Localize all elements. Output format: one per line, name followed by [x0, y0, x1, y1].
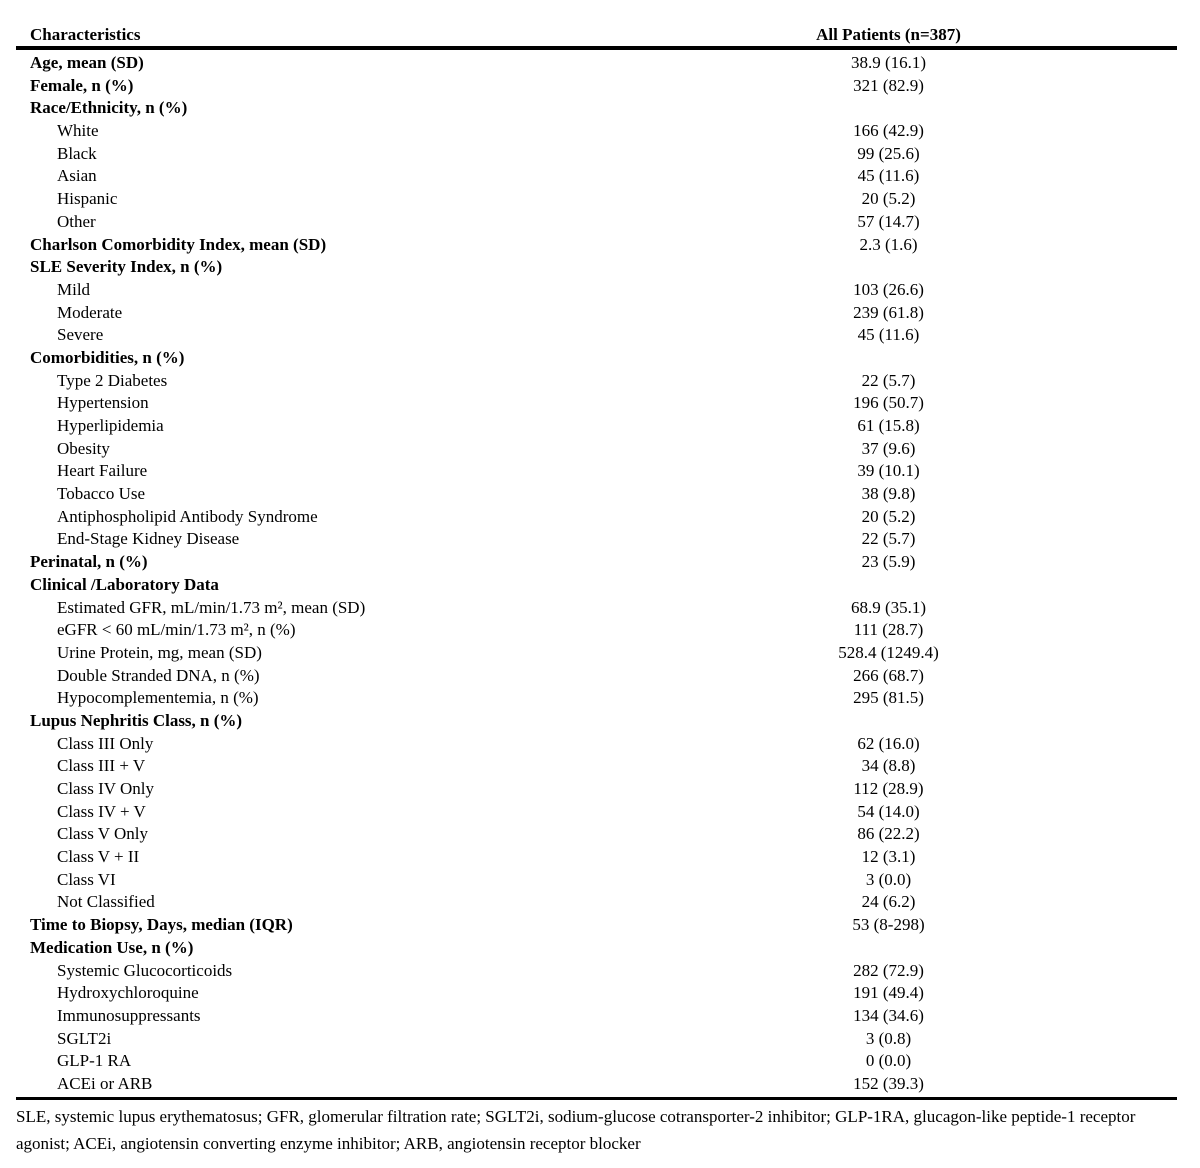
- row-value: 266 (68.7): [853, 665, 924, 685]
- table-row: [16, 324, 1177, 347]
- table-row: [16, 302, 1177, 325]
- table-row: [16, 211, 1177, 234]
- table-row: [16, 506, 1177, 529]
- row-value: 321 (82.9): [853, 75, 924, 95]
- row-value: 61 (15.8): [857, 416, 920, 435]
- row-value: 166 (42.9): [853, 121, 924, 141]
- row-label: Systemic Glucocorticoids: [57, 960, 233, 980]
- table-row: [16, 234, 1177, 257]
- table-row: [16, 460, 1177, 483]
- table-row: [16, 528, 1177, 551]
- row-label: Not Classified: [57, 892, 155, 912]
- row-label: Class IV + V: [57, 801, 146, 821]
- row-label: Hydroxychloroquine: [57, 983, 199, 1003]
- row-value: 295 (81.5): [853, 688, 924, 708]
- row-label: Severe: [57, 325, 104, 345]
- row-label: eGFR < 60 mL/min/1.73 m², n (%): [57, 620, 296, 640]
- row-label: Estimated GFR, mL/min/1.73 m², mean (SD): [57, 597, 366, 617]
- row-value: 57 (14.7): [857, 211, 920, 231]
- table-row: [16, 823, 1177, 846]
- row-label: Mild: [57, 279, 91, 299]
- row-value: 20 (5.2): [861, 189, 916, 209]
- table-row: [16, 438, 1177, 461]
- table-header-row: [16, 0, 1177, 50]
- table-row: [16, 415, 1177, 438]
- row-label: Class V + II: [57, 847, 140, 867]
- table-row: [16, 733, 1177, 756]
- table-row: [16, 937, 1177, 960]
- row-value: [600, 97, 1177, 120]
- row-value: 196 (50.7): [853, 393, 924, 413]
- table-row: [16, 551, 1177, 574]
- row-label: Hypocomplementemia, n (%): [57, 688, 259, 708]
- row-value: 53 (8-298): [852, 915, 925, 935]
- row-value: 3 (0.8): [865, 1028, 912, 1048]
- table-row: [16, 392, 1177, 415]
- row-value: 38 (9.8): [861, 484, 916, 504]
- row-label: Medication Use, n (%): [30, 937, 194, 957]
- row-label: Urine Protein, mg, mean (SD): [57, 642, 262, 662]
- column-header-all-patients: All Patients (n=387): [816, 25, 961, 44]
- table-row: [16, 619, 1177, 642]
- row-value: 86 (22.2): [857, 824, 920, 844]
- table-row: [16, 778, 1177, 801]
- table-row: [16, 755, 1177, 778]
- row-label: Class III Only: [57, 733, 154, 753]
- table-row: [16, 846, 1177, 869]
- table-row: [16, 665, 1177, 688]
- row-label: Antiphospholipid Antibody Syndrome: [57, 506, 318, 526]
- row-label: Race/Ethnicity, n (%): [30, 98, 188, 118]
- table-row: [16, 642, 1177, 665]
- table-row: [16, 279, 1177, 302]
- table-row: [16, 597, 1177, 620]
- row-value: 22 (5.7): [861, 529, 916, 549]
- row-label: Class V Only: [57, 824, 149, 844]
- row-value: 38.9 (16.1): [850, 53, 927, 72]
- row-value: 134 (34.6): [853, 1005, 924, 1025]
- row-label: Hypertension: [57, 393, 149, 413]
- row-label: SGLT2i: [57, 1028, 112, 1048]
- row-value: 37 (9.6): [861, 438, 916, 458]
- row-label: Other: [57, 211, 96, 231]
- table-row: [16, 75, 1177, 98]
- row-value: 34 (8.8): [861, 756, 916, 776]
- row-value: 20 (5.2): [861, 506, 916, 526]
- row-label: Clinical /Laboratory Data: [30, 574, 219, 594]
- row-value: [600, 347, 1177, 370]
- row-label: Moderate: [57, 302, 123, 322]
- row-label: White: [57, 121, 99, 141]
- row-value: 54 (14.0): [857, 801, 920, 821]
- row-label: Class VI: [57, 869, 116, 889]
- table-body: [16, 50, 1177, 1100]
- row-value: 39 (10.1): [857, 461, 920, 481]
- row-value: [600, 574, 1177, 597]
- row-value: [600, 710, 1177, 733]
- row-value: 152 (39.3): [853, 1073, 924, 1093]
- table-footnote: SLE, systemic lupus erythematosus; GFR, glomerular filtration rate; SGLT2i, sodium-glucose cotransporter-2 inhibitor; GLP-1RA, glucagon-like peptide-1 receptor agonist; ACEi, angiotensin converting enzyme inhibitor; ARB, angiotensin receptor blocker: [16, 1106, 1136, 1154]
- row-value: 22 (5.7): [861, 370, 916, 390]
- row-value: 12 (3.1): [861, 847, 916, 867]
- table-row: [16, 801, 1177, 824]
- row-value: 3 (0.0): [865, 869, 912, 889]
- table-row: [16, 483, 1177, 506]
- row-value: 45 (11.6): [857, 166, 920, 186]
- table-row: [16, 914, 1177, 937]
- row-value: 528.4 (1249.4): [838, 642, 939, 662]
- table-row: [16, 120, 1177, 143]
- row-value: 111 (28.7): [853, 620, 924, 640]
- row-label: End-Stage Kidney Disease: [57, 529, 240, 549]
- table-row: [16, 1073, 1177, 1096]
- row-value: [600, 256, 1177, 279]
- table-row: [16, 370, 1177, 393]
- row-value: 45 (11.6): [857, 325, 920, 345]
- table-row: [16, 256, 1177, 279]
- row-label: Age, mean (SD): [30, 53, 144, 72]
- table-row: [16, 710, 1177, 733]
- row-label: Class III + V: [57, 756, 146, 776]
- row-value: 68.9 (35.1): [850, 597, 927, 617]
- row-label: Obesity: [57, 438, 110, 458]
- row-value: 23 (5.9): [861, 552, 916, 572]
- row-value: 0 (0.0): [865, 1051, 912, 1071]
- row-label: Lupus Nephritis Class, n (%): [30, 710, 243, 730]
- row-label: Heart Failure: [57, 461, 148, 481]
- row-value: 282 (72.9): [853, 960, 924, 980]
- row-value: [600, 937, 1177, 960]
- table-row: [16, 869, 1177, 892]
- row-label: Double Stranded DNA, n (%): [57, 665, 260, 685]
- table-row: [16, 1050, 1177, 1073]
- row-value: 103 (26.6): [853, 279, 924, 299]
- table-row: [16, 165, 1177, 188]
- row-value: 62 (16.0): [857, 733, 920, 753]
- row-label: Comorbidities, n (%): [30, 347, 185, 367]
- table-row: [16, 188, 1177, 211]
- row-label: Female, n (%): [30, 75, 134, 95]
- row-label: Time to Biopsy, Days, median (IQR): [30, 915, 293, 935]
- row-value: 24 (6.2): [861, 892, 916, 912]
- table-row: [16, 574, 1177, 597]
- row-label: Type 2 Diabetes: [57, 370, 168, 390]
- row-value: 2.3 (1.6): [859, 234, 918, 254]
- table-row: [16, 960, 1177, 983]
- table-row: [16, 143, 1177, 166]
- row-value: 191 (49.4): [853, 983, 924, 1003]
- row-label: GLP-1 RA: [57, 1051, 132, 1071]
- table-row: [16, 97, 1177, 120]
- row-label: Tobacco Use: [57, 484, 146, 504]
- table-row: [16, 1028, 1177, 1051]
- column-header-characteristics: Characteristics: [30, 25, 141, 44]
- row-value: 239 (61.8): [853, 302, 924, 322]
- table-row: [16, 891, 1177, 914]
- table-row: [16, 347, 1177, 370]
- row-label: Hispanic: [57, 189, 118, 209]
- row-label: Charlson Comorbidity Index, mean (SD): [30, 234, 327, 254]
- row-label: Black: [57, 143, 97, 163]
- row-label: Class IV Only: [57, 779, 154, 798]
- row-value: 112 (28.9): [853, 779, 924, 798]
- row-label: ACEi or ARB: [57, 1073, 153, 1093]
- row-label: Asian: [57, 166, 97, 186]
- row-label: Perinatal, n (%): [30, 552, 148, 572]
- row-label: Hyperlipidemia: [57, 416, 164, 435]
- table-row: [16, 52, 1177, 75]
- row-value: 99 (25.6): [857, 143, 920, 163]
- table-row: [16, 1005, 1177, 1028]
- table-row: [16, 687, 1177, 710]
- table-row: [16, 982, 1177, 1005]
- row-label: Immunosuppressants: [57, 1005, 201, 1025]
- row-label: SLE Severity Index, n (%): [30, 257, 223, 277]
